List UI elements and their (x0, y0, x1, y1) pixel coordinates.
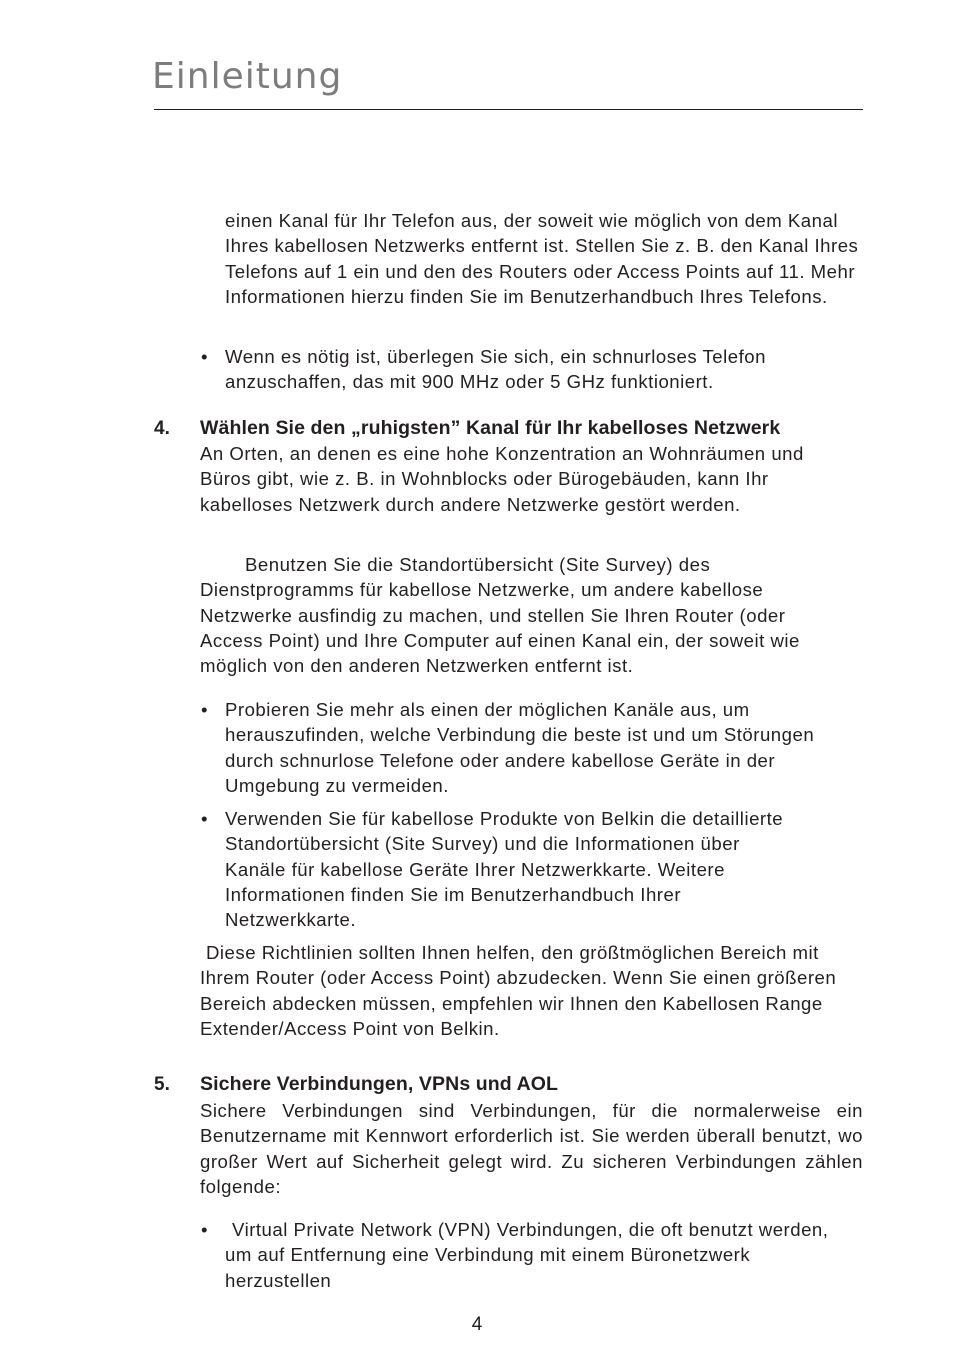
page-header-title: Einleitung (152, 56, 343, 97)
bullet-dot: • (201, 808, 208, 829)
page-number: 4 (471, 1314, 483, 1335)
bullet-cordless-phone: Wenn es nötig ist, überlegen Sie sich, ein schnurloses Telefon anzuschaffen, das mit 900 MHz oder 5 GHz funktioniert. (225, 346, 766, 393)
section-4-bullet-1: Probieren Sie mehr als einen der möglichen Kanäle aus, um herauszufinden, welche Verbindung die beste ist und um Störungen durch schnurlose Telefone oder andere kabellose Geräte in der Umgebung zu vermeiden. (225, 699, 815, 796)
section-4-title: Wählen Sie den „ruhigsten” Kanal für Ihr kabelloses Netzwerk (200, 417, 781, 439)
section-5-title: Sichere Verbindungen, VPNs und AOL (200, 1073, 559, 1095)
section-5-bullet-1: Virtual Private Network (VPN) Verbindungen, die oft benutzt werden, um auf Entfernung eine Verbindung mit einem Büronetzwerk herzustellen (225, 1219, 829, 1291)
bullet-dot: • (201, 346, 208, 367)
section-4-paragraph-3: Diese Richtlinien sollten Ihnen helfen, den größtmöglichen Bereich mit Ihrem Router (oder Access Point) abzudecken. Wenn Sie einen größeren Bereich abdecken müssen, empfehlen wir Ihnen den Kabellosen Range Extender/Access Point von Belkin. (200, 942, 837, 1039)
bullet-dot: • (201, 1219, 208, 1240)
continued-paragraph: einen Kanal für Ihr Telefon aus, der soweit wie möglich von dem Kanal Ihres kabellosen Netzwerks entfernt ist. Stellen Sie z. B. den Kanal Ihres Telefons auf 1 ein und den des Routers oder Access Points auf 11. Mehr Informationen hierzu finden Sie im Benutzerhandbuch Ihres Telefons. (225, 210, 859, 307)
section-5-number: 5. (154, 1074, 170, 1095)
section-4-bullet-2: Verwenden Sie für kabellose Produkte von Belkin die detaillierte Standortübersicht (Site Survey) und die Informationen über Kanäle für kabellose Geräte Ihrer Netzwerkkarte. Weitere Informationen finden Sie im Benutzerhandbuch Ihrer Netzwerkkarte. (225, 808, 784, 931)
section-4-number: 4. (154, 418, 170, 439)
header-rule (154, 109, 863, 110)
section-5-paragraph-1: Sichere Verbindungen sind Verbindungen, für die normalerweise ein Benutzername mit Kennwort erforderlich ist. Sie werden überall benutzt, wo großer Wert auf Sicherheit gelegt wird. Zu sicheren Verbindungen zählen folgende: (200, 1100, 863, 1197)
bullet-dot: • (201, 699, 208, 720)
section-4-paragraph-2: Benutzen Sie die Standortübersicht (Site Survey) des Dienstprogramms für kabellose Netzwerke, um andere kabellose Netzwerke ausfindig zu machen, und stellen Sie Ihren Router (oder Access Point) und Ihre Computer auf einen Kanal ein, der soweit wie möglich von den anderen Netzwerken entfernt ist. (200, 554, 800, 677)
section-4-paragraph-1: An Orten, an denen es eine hohe Konzentration an Wohnräumen und Büros gibt, wie z. B. in Wohnblocks oder Bürogebäuden, kann Ihr kabelloses Netzwerk durch andere Netzwerke gestört werden. (200, 443, 804, 515)
